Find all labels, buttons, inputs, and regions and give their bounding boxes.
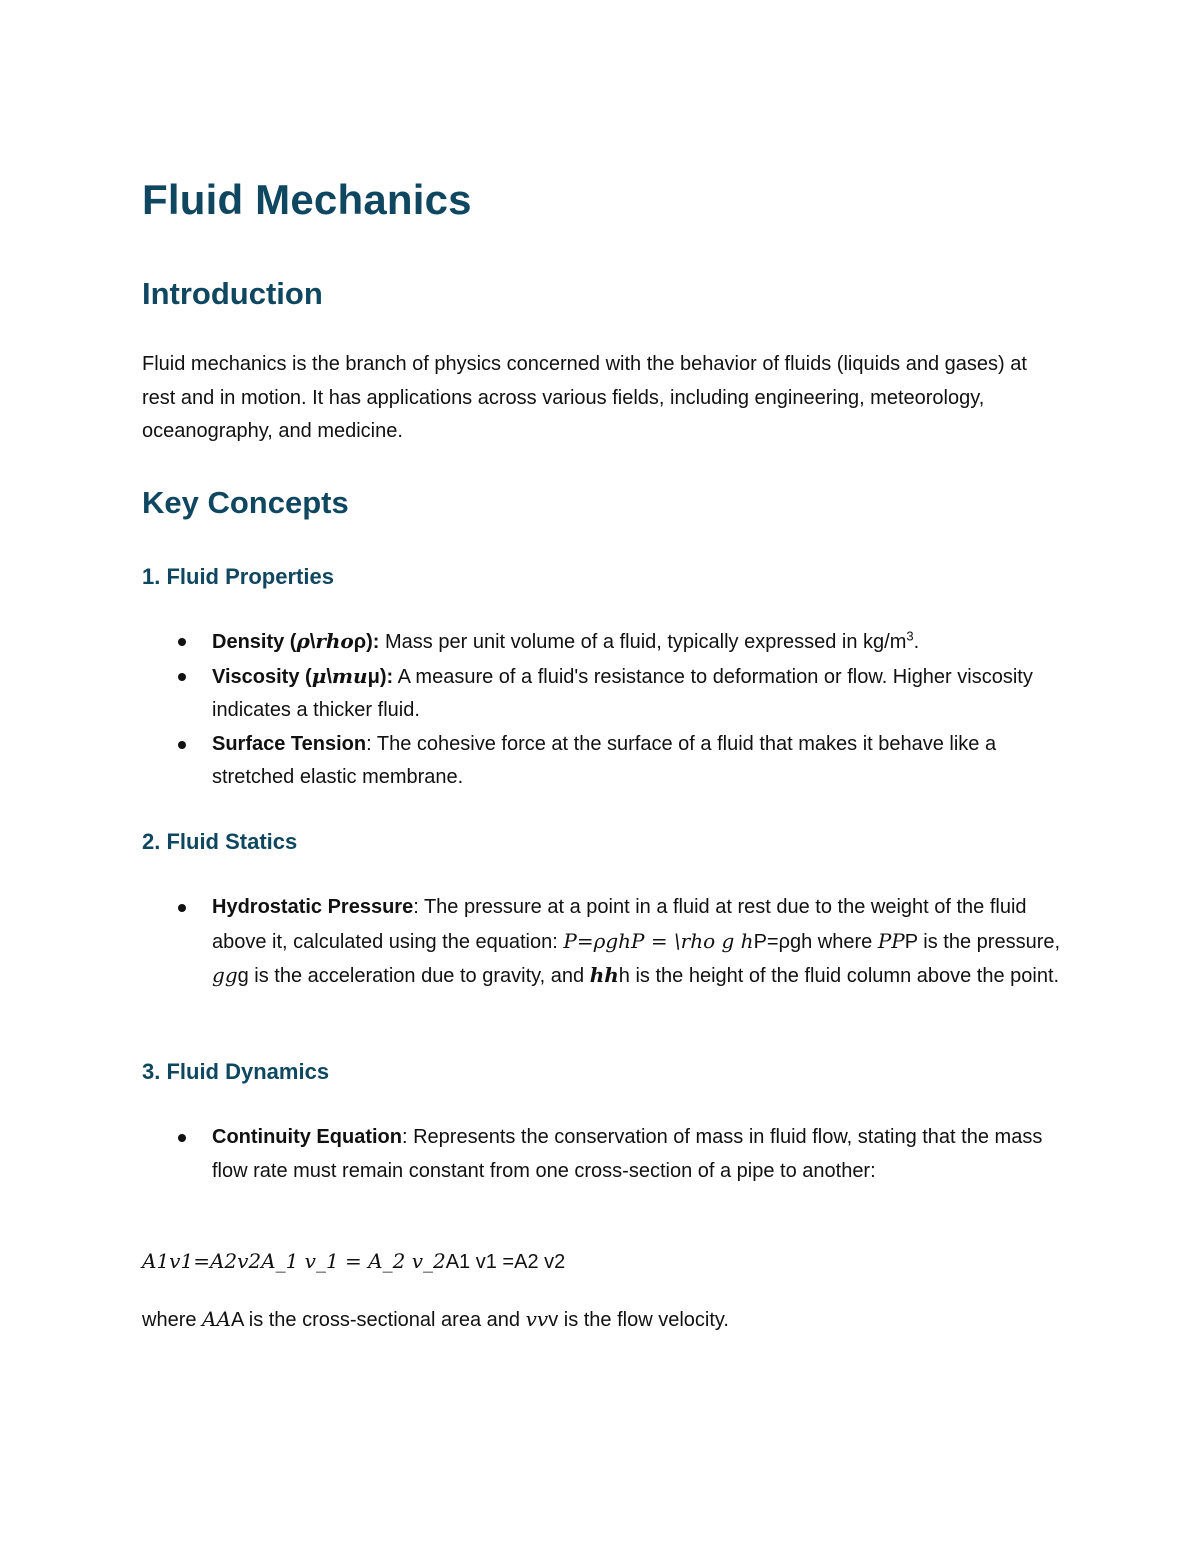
hydrostatic-text-1: The pressure at a point in a fluid at rest due to the weight of the fluid above it, calculated using the equation: <box>212 896 1027 953</box>
where-text-1: where <box>142 1309 203 1331</box>
velocity-symbol-plain: v <box>548 1309 559 1331</box>
list-item-viscosity <box>142 660 1062 728</box>
bullet-icon <box>178 1134 186 1142</box>
density-close-paren: ): <box>366 631 380 653</box>
where-text-2: is the cross-sectional area and <box>243 1309 526 1331</box>
surface-tension-term: Surface Tension <box>212 732 367 755</box>
height-symbol-plain: h <box>618 965 630 987</box>
viscosity-separator: \ <box>326 665 332 688</box>
pressure-symbol-math: P <box>877 928 892 953</box>
continuity-term: Continuity Equation <box>212 1126 402 1148</box>
continuity-equation-math: A1v1=A2v2 <box>142 1249 262 1273</box>
surface-tension-description: The cohesive force at the surface of a fluid that makes it behave like a stretched elastic membrane. <box>212 732 997 788</box>
bullet-icon <box>178 638 186 646</box>
area-symbol-latex: A <box>216 1307 231 1331</box>
hydrostatic-text-3: is the pressure, <box>917 930 1061 953</box>
fluid-statics-list <box>142 891 1062 994</box>
continuity-equation-line <box>142 1245 1062 1280</box>
density-exponent: 3 <box>906 628 914 644</box>
pressure-symbol-latex: P <box>891 928 905 953</box>
hydrostatic-text-2: where <box>812 930 878 953</box>
hydrostatic-text-4: is the acceleration due to gravity, and <box>248 965 590 987</box>
hydrostatic-colon: : <box>413 896 419 918</box>
bullet-icon <box>178 904 186 912</box>
bullet-icon <box>178 673 186 681</box>
bullet-icon <box>178 741 186 749</box>
fluid-dynamics-list <box>142 1121 1062 1188</box>
introduction-paragraph: Fluid mechanics is the branch of physics concerned with the behavior of fluids (liquids and gases) at rest and in motion. It has applications across various fields, including engineering, meteorology, oceanography, and medicine. <box>142 353 1027 442</box>
viscosity-symbol: μ <box>311 663 327 688</box>
density-latex: rho <box>315 629 354 653</box>
continuity-equation-plain: A1 v1 =A2 v2 <box>445 1251 566 1273</box>
continuity-colon: : <box>401 1126 408 1148</box>
hydrostatic-equation-latex: P = \rho g h <box>631 928 754 953</box>
fluid-properties-heading: 1. Fluid Properties <box>142 564 334 589</box>
height-symbol-latex: h <box>604 963 619 987</box>
viscosity-latex: mu <box>331 663 368 688</box>
area-symbol-plain: A <box>230 1309 244 1331</box>
hydrostatic-text-5: is the height of the fluid column above the point. <box>629 965 1060 987</box>
density-term: Density <box>212 631 285 653</box>
area-symbol-math: A <box>202 1307 217 1331</box>
velocity-symbol-math: v <box>525 1307 537 1331</box>
continuity-where-line <box>142 1303 1062 1338</box>
gravity-symbol-math: g <box>212 963 225 987</box>
viscosity-close-paren: ): <box>379 665 394 688</box>
height-symbol-math: h <box>589 963 605 987</box>
continuity-description: Represents the conservation of mass in fluid flow, stating that the mass flow rate must remain constant from one cross-section of a pipe to another: <box>212 1126 1043 1182</box>
pressure-symbol-plain: P <box>904 930 918 953</box>
hydrostatic-equation-plain: P=ρgh <box>753 930 813 953</box>
list-item-density <box>142 625 1062 660</box>
list-item-hydrostatic-pressure <box>142 891 1062 994</box>
density-open-paren: ( <box>284 631 297 653</box>
list-item-continuity-equation <box>142 1121 1062 1188</box>
viscosity-open-paren: ( <box>299 665 312 688</box>
hydrostatic-equation-math: P=ρgh <box>563 928 632 953</box>
document-title: Fluid Mechanics <box>142 176 472 223</box>
gravity-symbol-plain: g <box>237 965 249 987</box>
continuity-equation-latex: A_1 v_1 = A_2 v_2 <box>261 1249 446 1273</box>
list-item-surface-tension <box>142 728 1062 795</box>
fluid-properties-list <box>142 625 1062 795</box>
density-end: . <box>913 631 920 653</box>
hydrostatic-term: Hydrostatic Pressure <box>212 896 414 918</box>
surface-tension-colon: : <box>366 732 372 755</box>
viscosity-term: Viscosity <box>212 665 300 688</box>
fluid-dynamics-heading: 3. Fluid Dynamics <box>142 1059 330 1084</box>
introduction-heading: Introduction <box>142 276 323 311</box>
density-description: Mass per unit volume of a fluid, typically expressed in kg/m <box>379 631 907 653</box>
viscosity-description: A measure of a fluid's resistance to deformation or flow. Higher viscosity indicates a thicker fluid. <box>212 665 1033 721</box>
viscosity-plain-symbol: μ <box>367 665 380 688</box>
where-text-3: is the flow velocity. <box>558 1309 729 1331</box>
density-separator: \ <box>309 631 316 653</box>
fluid-statics-heading: 2. Fluid Statics <box>142 829 298 854</box>
velocity-symbol-latex: v <box>536 1307 549 1331</box>
key-concepts-heading: Key Concepts <box>142 485 349 520</box>
density-symbol: ρ <box>296 629 310 653</box>
density-plain-symbol: ρ <box>353 631 367 653</box>
gravity-symbol-latex: g <box>224 963 238 987</box>
